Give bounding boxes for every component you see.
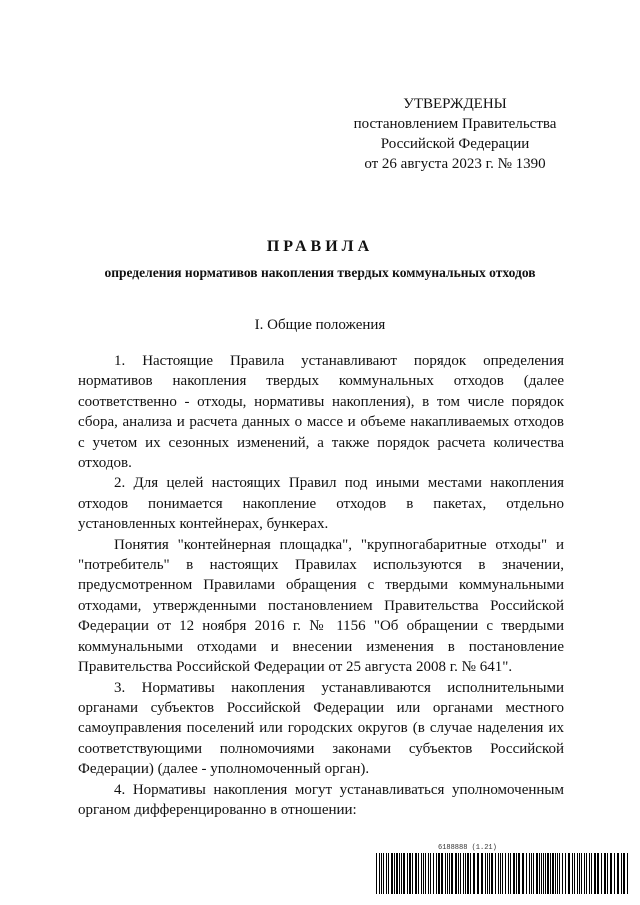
document-subtitle: определения нормативов накопления твердых коммунальных отходов [104, 265, 536, 280]
approval-line-2: Российской Федерации [380, 136, 530, 152]
paragraph: 2. Для целей настоящих Правил под иными местами накопления отходов понимается накопление отходов в пакетах, отдельно установленных контейнерах, бункерах. [78, 475, 564, 533]
document-title: ПРАВИЛА [266, 238, 374, 255]
paragraph: 3. Нормативы накопления устанавливаются исполнительными органами субъектов Российской Федерации или органами местного самоуправления поселений или городских округов (в случае наделения их соответствующими полномочиями законами субъектов Российской Федерации) (далее - уполномоченный орган). [78, 679, 564, 778]
approval-line-1: постановлением Правительства [353, 116, 557, 132]
paragraph: 4. Нормативы накопления могут устанавливаться уполномоченным органом дифференцированно в отношении: [78, 781, 564, 818]
barcode-bars [376, 853, 628, 894]
document-body [78, 351, 564, 820]
barcode-code: 6188888 (1.21) [438, 844, 497, 852]
paragraph: 1. Настоящие Правила устанавливают порядок определения нормативов накопления твердых коммунальных отходов (далее соответственно - отходы, нормативы накопления), в том числе порядок сбора, анализа и расчета данных о массе и объеме накапливаемых отходов с учетом их сезонных изменений, а также порядок расчета количества отходов. [78, 353, 564, 472]
approval-block [330, 94, 580, 174]
section-heading: I. Общие положения [254, 317, 386, 333]
approval-line-3: от 26 августа 2023 г. № 1390 [364, 156, 546, 172]
paragraph: Понятия "контейнерная площадка", "крупногабаритные отходы" и "потребитель" в настоящих Правилах используются в значении, предусмотренном Правилами обращения с твердыми коммунальными отходами, утвержденными постановлением Правительства Российской Федерации от 12 ноября 2016 г. № 1156 "Об обращении с твердыми коммунальными отходами и внесении изменения в постановление Правительства Российской Федерации от 25 августа 2008 г. № 641". [78, 536, 564, 676]
approval-heading: УТВЕРЖДЕНЫ [403, 96, 507, 112]
